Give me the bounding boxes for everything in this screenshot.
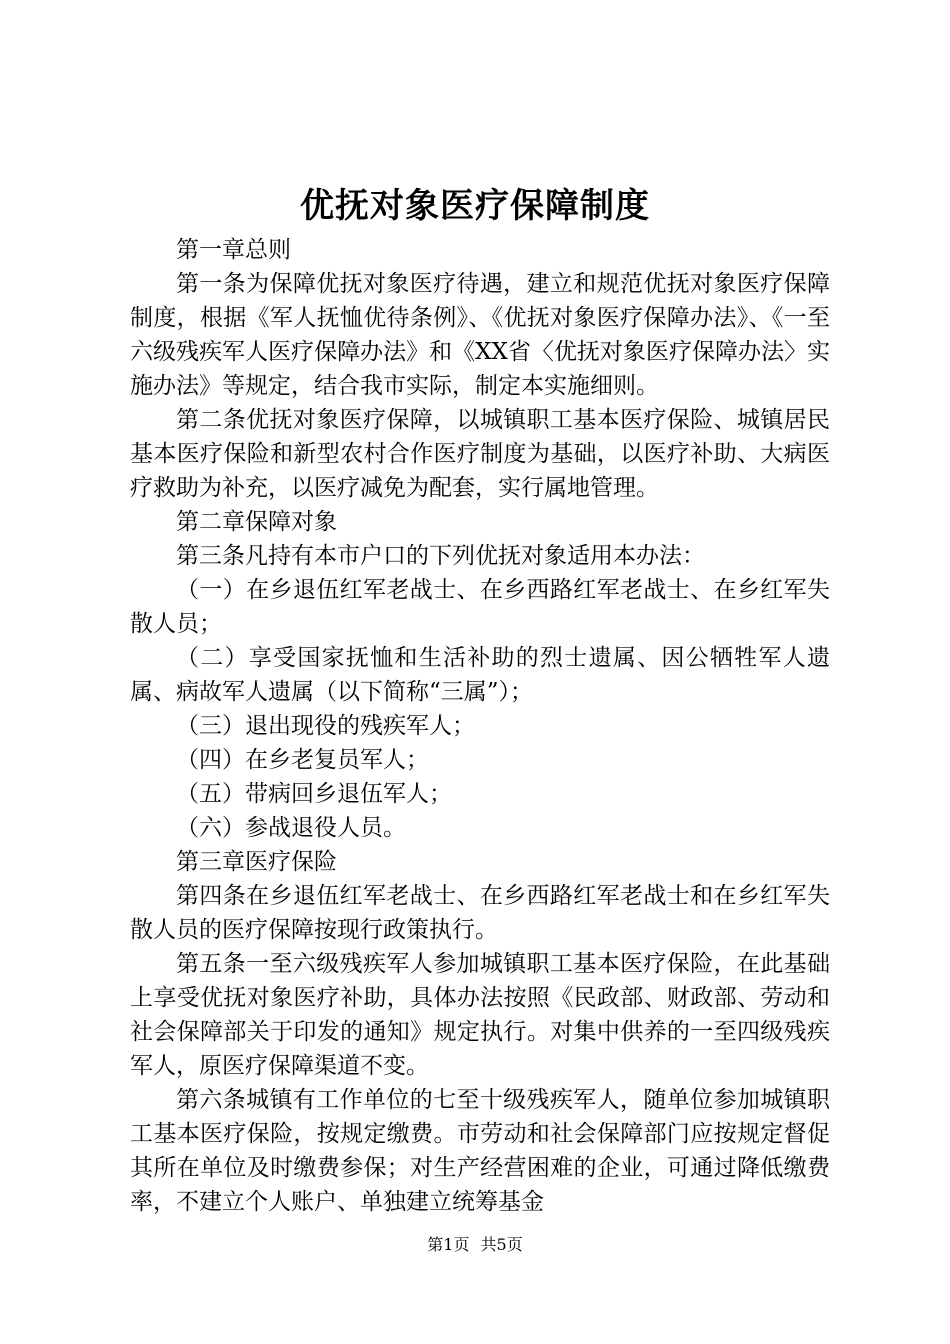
document-body [130, 233, 830, 1219]
page-title: 优抚对象医疗保障制度 [300, 186, 650, 226]
list-item: （一）在乡退伍红军老战士、在乡西路红军老战士、在乡红军失散人员； [130, 577, 830, 637]
page-number: 第1页 [427, 1235, 470, 1254]
article-paragraph: 第二条优抚对象医疗保障，以城镇职工基本医疗保险、城镇居民基本医疗保险和新型农村合作医疗制度为基础，以医疗补助、大病医疗救助为补充，以医疗减免为配套，实行属地管理。 [130, 407, 830, 501]
list-item: （三）退出现役的残疾军人； [176, 713, 475, 739]
article-paragraph: 第四条在乡退伍红军老战士、在乡西路红军老战士和在乡红军失散人员的医疗保障按现行政策执行。 [130, 883, 830, 943]
chapter-heading: 第三章医疗保险 [176, 849, 337, 875]
chapter-heading: 第一章总则 [176, 237, 291, 263]
chapter-heading: 第二章保障对象 [176, 509, 337, 535]
list-item: （二）享受国家抚恤和生活补助的烈士遗属、因公牺牲军人遗属、病故军人遗属（以下简称“三属”）； [130, 645, 830, 705]
page-total: 共5页 [480, 1235, 523, 1254]
list-item: （六）参战退役人员。 [176, 815, 406, 841]
article-paragraph: 第六条城镇有工作单位的七至十级残疾军人，随单位参加城镇职工基本医疗保险，按规定缴费。市劳动和社会保障部门应按规定督促其所在单位及时缴费参保；对生产经营困难的企业，可通过降低缴费率，不建立个人账户、单独建立统筹基金 [130, 1087, 830, 1215]
list-item: （五）带病回乡退伍军人； [176, 781, 452, 807]
page-footer [0, 1233, 950, 1257]
article-paragraph: 第一条为保障优抚对象医疗待遇，建立和规范优抚对象医疗保障制度，根据《军人抚恤优待条例》、《优抚对象医疗保障办法》、《一至六级残疾军人医疗保障办法》和《XX省〈优抚对象医疗保障办法〉实施办法》等规定，结合我市实际，制定本实施细则。 [130, 271, 830, 399]
article-paragraph: 第三条凡持有本市户口的下列优抚对象适用本办法： [176, 543, 705, 569]
list-item: （四）在乡老复员军人； [176, 747, 429, 773]
article-paragraph: 第五条一至六级残疾军人参加城镇职工基本医疗保险，在此基础上享受优抚对象医疗补助，具体办法按照《民政部、财政部、劳动和社会保障部关于印发的通知》规定执行。对集中供养的一至四级残疾军人，原医疗保障渠道不变。 [130, 951, 830, 1079]
